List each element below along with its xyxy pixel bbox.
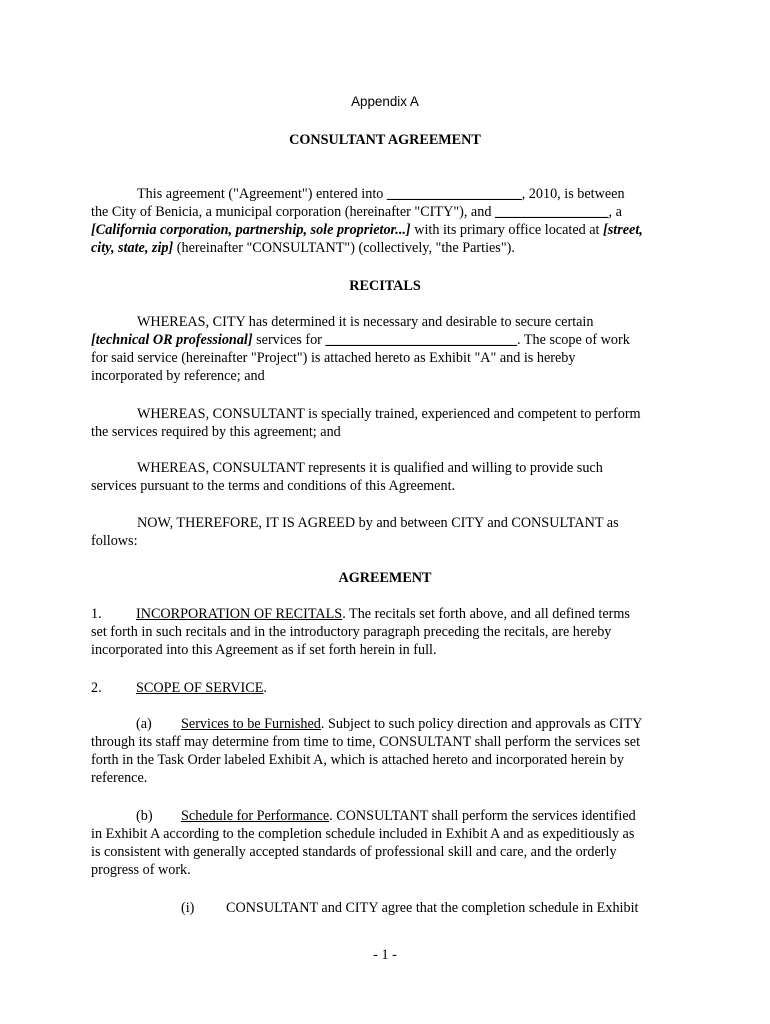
recital-2-line-1: WHEREAS, CONSULTANT is specially trained, experienced and competent to perform bbox=[137, 406, 641, 422]
subsection-b-number: (b) bbox=[136, 808, 153, 824]
recital-2-line-2: the services required by this agreement; and bbox=[91, 424, 341, 440]
recital-1-line-2: [technical OR professional] services for ___________________________. The scope of work bbox=[91, 332, 630, 348]
section-2-title: SCOPE OF SERVICE bbox=[136, 680, 264, 696]
subsection-a-line-3: forth in the Task Order labeled Exhibit A, which is attached hereto and incorporated herein by bbox=[91, 752, 624, 768]
agreement-heading: AGREEMENT bbox=[338, 570, 432, 586]
subsection-a-line-4: reference. bbox=[91, 770, 148, 786]
subsection-a-line-1: (a) Services to be Furnished. Subject to such policy direction and approvals as CITY bbox=[136, 716, 643, 732]
subsection-a-number: (a) bbox=[136, 716, 152, 732]
page-number: - 1 - bbox=[373, 947, 397, 963]
section-1-title: INCORPORATION OF RECITALS bbox=[136, 606, 343, 622]
document-title: CONSULTANT AGREEMENT bbox=[289, 132, 481, 148]
section-2-line-1: 2. SCOPE OF SERVICE. bbox=[91, 680, 267, 696]
intro-line-2: the City of Benicia, a municipal corporation (hereinafter "CITY"), and ________________, a bbox=[91, 204, 622, 220]
subsection-i-line-1: (i) CONSULTANT and CITY agree that the completion schedule in Exhibit bbox=[181, 900, 639, 916]
recital-1-line-3: for said service (hereinafter "Project") is attached hereto as Exhibit "A" and is hereby bbox=[91, 350, 576, 366]
intro-line-3: [California corporation, partnership, sole proprietor...] with its primary office located at [street, bbox=[91, 222, 643, 238]
consultant-name-blank: ________________ bbox=[494, 204, 609, 220]
section-1-number: 1. bbox=[91, 606, 102, 622]
recitals-heading: RECITALS bbox=[349, 278, 421, 294]
services-blank: ___________________________ bbox=[325, 332, 517, 348]
subsection-b-line-2: in Exhibit A according to the completion schedule included in Exhibit A and as expeditiously as bbox=[91, 826, 635, 842]
section-2-number: 2. bbox=[91, 680, 102, 696]
section-1-line-3: incorporated into this Agreement as if set forth herein in full. bbox=[91, 642, 437, 658]
recital-3-line-1: WHEREAS, CONSULTANT represents it is qualified and willing to provide such bbox=[137, 460, 603, 476]
subsection-b-title: Schedule for Performance bbox=[181, 808, 330, 824]
subsection-a-title: Services to be Furnished bbox=[181, 716, 321, 732]
section-1-line-2: set forth in such recitals and in the introductory paragraph preceding the recitals, are hereby bbox=[91, 624, 612, 640]
subsection-a-line-2: through its staff may determine from time to time, CONSULTANT shall perform the services set bbox=[91, 734, 641, 750]
subsection-b-line-4: progress of work. bbox=[91, 862, 191, 878]
now-therefore-line-2: follows: bbox=[91, 533, 138, 549]
now-therefore-line-1: NOW, THEREFORE, IT IS AGREED by and between CITY and CONSULTANT as bbox=[137, 515, 619, 531]
section-1-line-1: 1. INCORPORATION OF RECITALS. The recitals set forth above, and all defined terms bbox=[91, 606, 630, 622]
intro-line-4: city, state, zip] (hereinafter "CONSULTANT") (collectively, "the Parties"). bbox=[91, 240, 515, 256]
intro-line-1: This agreement ("Agreement") entered into ___________________, 2010, is between bbox=[137, 186, 625, 202]
recital-1-line-1: WHEREAS, CITY has determined it is necessary and desirable to secure certain bbox=[137, 314, 594, 330]
subsection-i-number: (i) bbox=[181, 900, 195, 916]
recital-3-line-2: services pursuant to the terms and conditions of this Agreement. bbox=[91, 478, 456, 494]
recital-1-line-4: incorporated by reference; and bbox=[91, 368, 265, 384]
subsection-b-line-3: is consistent with generally accepted standards of professional skill and care, and the orderly bbox=[91, 844, 617, 860]
date-blank: ___________________ bbox=[386, 186, 522, 202]
appendix-label: Appendix A bbox=[351, 94, 419, 109]
subsection-b-line-1: (b) Schedule for Performance. CONSULTANT shall perform the services identified bbox=[136, 808, 636, 824]
